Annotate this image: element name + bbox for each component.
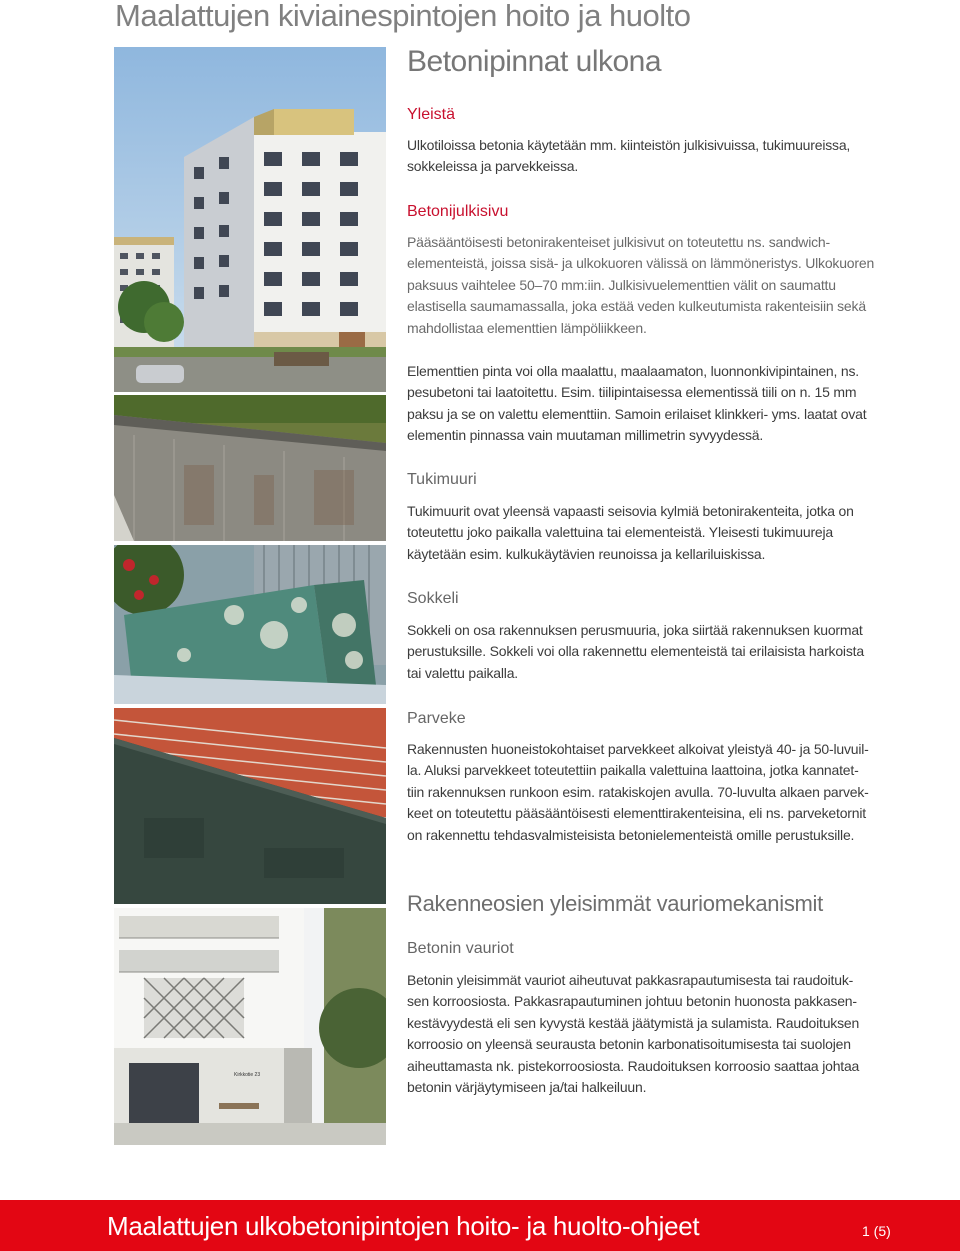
apartment-building-photo [114, 47, 386, 392]
paragraph-plinth: Sokkeli on osa rakennuksen perusmuuria, joka siirtää rakennuksen kuormat perustuksille. Sokkeli voi olla rakennettu elementeistä tai erilaisista harkoista tai valettu paikalla. [407, 622, 864, 681]
heading-plinth: Sokkeli [407, 590, 459, 607]
building-address-sign: Kirkkotie 23 [234, 1072, 261, 1078]
paragraph-balcony: Rakennusten huoneistokohtaiset parvekkeet alkoivat yleistyä 40- ja 50-luvuil- la. Aluksi parvekkeet toteutettiin paikalla valettuina laattoina, jotka kannatet- tiin rakennuksen runkoon esim. ratakiskojen avulla. 70-luvulta alkaen parvek- keet on toteutettu pääsääntöisesti elementtirakenteisina, eli ns. parveketornit on rakennettu tehdasvalmisteisista betonielementeistä omille perustuksille. [407, 741, 869, 843]
retaining-wall-photo [114, 395, 386, 541]
brick-plinth-photo [114, 708, 386, 904]
document-title: Maalattujen kiviainespintojen hoito ja huolto [115, 0, 691, 33]
paragraph-concrete-damage: Betonin yleisimmät vauriot aiheutuvat pakkasrapautumisesta tai raudoituk- sen korroosiosta. Pakkasrapautuminen johtuu betonin huonosta pakkasen- kestävyydestä eli sen kyvystä kestää jäätymistä ja sulamista. Raudoituksen korroosio on yleensä seurausta betonin karbonatisoitumisesta tai suolojen aiheuttamasta nk. pistekorroosiosta. Raudoituksen korroosio saattaa johtaa betonin värjäytymiseen ja/tai halkeiluun. [407, 972, 860, 1096]
heading-retaining-wall: Tukimuuri [407, 471, 477, 488]
heading-general: Yleistä [407, 106, 456, 123]
footer-title: Maalattujen ulkobetonipintojen hoito- ja huolto-ohjeet [107, 1211, 700, 1241]
paragraph-facade: Pääsääntöisesti betonirakenteiset julkisivut on toteutettu ns. sandwich- elementeistä, joissa sisä- ja ulkokuoren välissä on lämmöneristys. Ulkokuoren paksuus vaihtelee 50–70 mm:iin. Julkisivuelementtien välit on saumattu elastisella saumamassalla, joka estää veden kulkeutumista rakenteisiin sekä mahdollistaa elementtien lämpöliikkeen. [407, 234, 875, 336]
heading-concrete-damage: Betonin vauriot [407, 940, 514, 957]
paragraph-general: Ulkotiloissa betonia käytetään mm. kiinteistön julkisivuissa, tukimuureissa, sokkeleissa ja parvekkeissa. [407, 137, 851, 175]
paragraph-retaining-wall: Tukimuurit ovat yleensä vapaasti seisovia kylmiä betonirakenteita, jotka on toteutettu joko paikalla valettuina tai elementeistä. Yleisesti tukimuureja käytetään esim. kulkukäytävien reunoissa ja kellariluiskissa. [407, 503, 854, 562]
footer-bar [0, 1200, 960, 1251]
paragraph-facade-surface: Elementtien pinta voi olla maalattu, maalaamaton, luonnonkivipintainen, ns. pesubetoni tai laatoitettu. Esim. tiilipintaisessa elementissä tiili on n. 15 mm paksu ja se on valettu elementtiin. Samoin erilaiset klinkkeri- yms. laatat ovat elementin pinnassa vain muutaman millimetrin syvyydessä. [407, 363, 867, 444]
page-number: 1 (5) [862, 1223, 891, 1239]
section-title-damage: Rakenneosien yleisimmät vauriomekanismit [407, 891, 823, 916]
plinth-photo [114, 545, 386, 704]
heading-facade: Betonijulkisivu [407, 203, 509, 220]
heading-balcony: Parveke [407, 710, 466, 727]
balcony-tower-photo [114, 908, 386, 1145]
section-title-concrete: Betonipinnat ulkona [407, 45, 662, 78]
